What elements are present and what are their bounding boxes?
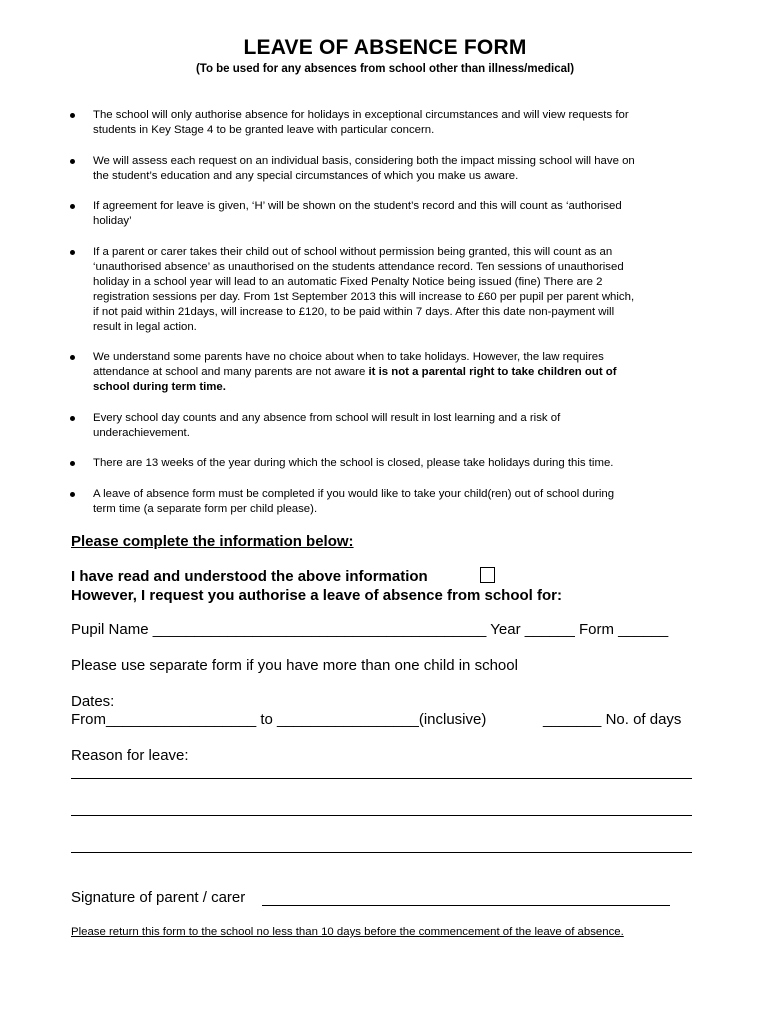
date-range-field[interactable]: From__________________ to _________________(inclusive) [71, 711, 487, 728]
separate-form-note: Please use separate form if you have more than one child in school [71, 657, 518, 674]
list-item: Every school day counts and any absence from school will result in lost learning and a risk of underachievement. [66, 411, 706, 441]
list-item: If agreement for leave is given, ‘H’ will be shown on the student’s record and this will count as ‘authorised holiday’ [66, 199, 706, 229]
list-item: We will assess each request on an individual basis, considering both the impact missing school will have on the student’s education and any special circumstances of which you make us aware. [66, 154, 706, 184]
list-item: A leave of absence form must be completed if you would like to take your child(ren) out of school during term time (a separate form per child please). [66, 487, 706, 517]
list-item: We understand some parents have no choice about when to take holidays. However, the law requires attendance at school and many parents are not aware it is not a parental right to take children out of school during term time. [66, 350, 706, 395]
list-item: If a parent or carer takes their child out of school without permission being granted, this will count as an ‘unauthorised absence’ as unauthorised on the students attendance record. Ten sessions of unauthorised holiday in a school year will lead to an automatic Fixed Penalty Notice being issued (fine) There are 2 registration sessions per day. From 1st September 2013 this will increase to £60 per pupil per parent which, if not paid within 21days, will increase to £120, to be paid within 7 days. After this date non-payment will result in legal action. [66, 245, 706, 335]
bullet-icon [70, 159, 75, 164]
bullet-icon [70, 492, 75, 497]
reason-label: Reason for leave: [71, 747, 189, 764]
reason-line-1[interactable] [71, 778, 692, 779]
pupil-details-field[interactable]: Pupil Name ________________________________________ Year ______ Form ______ [71, 621, 669, 638]
dates-label: Dates: [71, 693, 115, 710]
form-title: LEAVE OF ABSENCE FORM [243, 36, 527, 59]
bullet-icon [70, 250, 75, 255]
number-of-days-field[interactable]: _______ No. of days [543, 711, 682, 728]
read-understood-checkbox[interactable] [480, 567, 495, 583]
bullet-icon [70, 416, 75, 421]
bullet-icon [70, 355, 75, 360]
bullet-icon [70, 204, 75, 209]
return-instructions: Please return this form to the school no less than 10 days before the commencement of the leave of absence. [71, 926, 624, 938]
bullet-icon [70, 113, 75, 118]
request-statement: However, I request you authorise a leave of absence from school for: [71, 587, 562, 604]
form-subtitle: (To be used for any absences from school other than illness/medical) [195, 63, 575, 75]
guidance-list [66, 108, 706, 532]
signature-line[interactable] [262, 905, 670, 906]
section-heading: Please complete the information below: [71, 533, 354, 550]
list-item: The school will only authorise absence for holidays in exceptional circumstances and will view requests for students in Key Stage 4 to be granted leave with particular concern. [66, 108, 706, 138]
signature-label: Signature of parent / carer [71, 889, 246, 906]
read-understood-label: I have read and understood the above information [71, 568, 428, 585]
reason-line-2[interactable] [71, 815, 692, 816]
bullet-icon [70, 461, 75, 466]
list-item: There are 13 weeks of the year during which the school is closed, please take holidays during this time. [66, 456, 706, 471]
reason-line-3[interactable] [71, 852, 692, 853]
